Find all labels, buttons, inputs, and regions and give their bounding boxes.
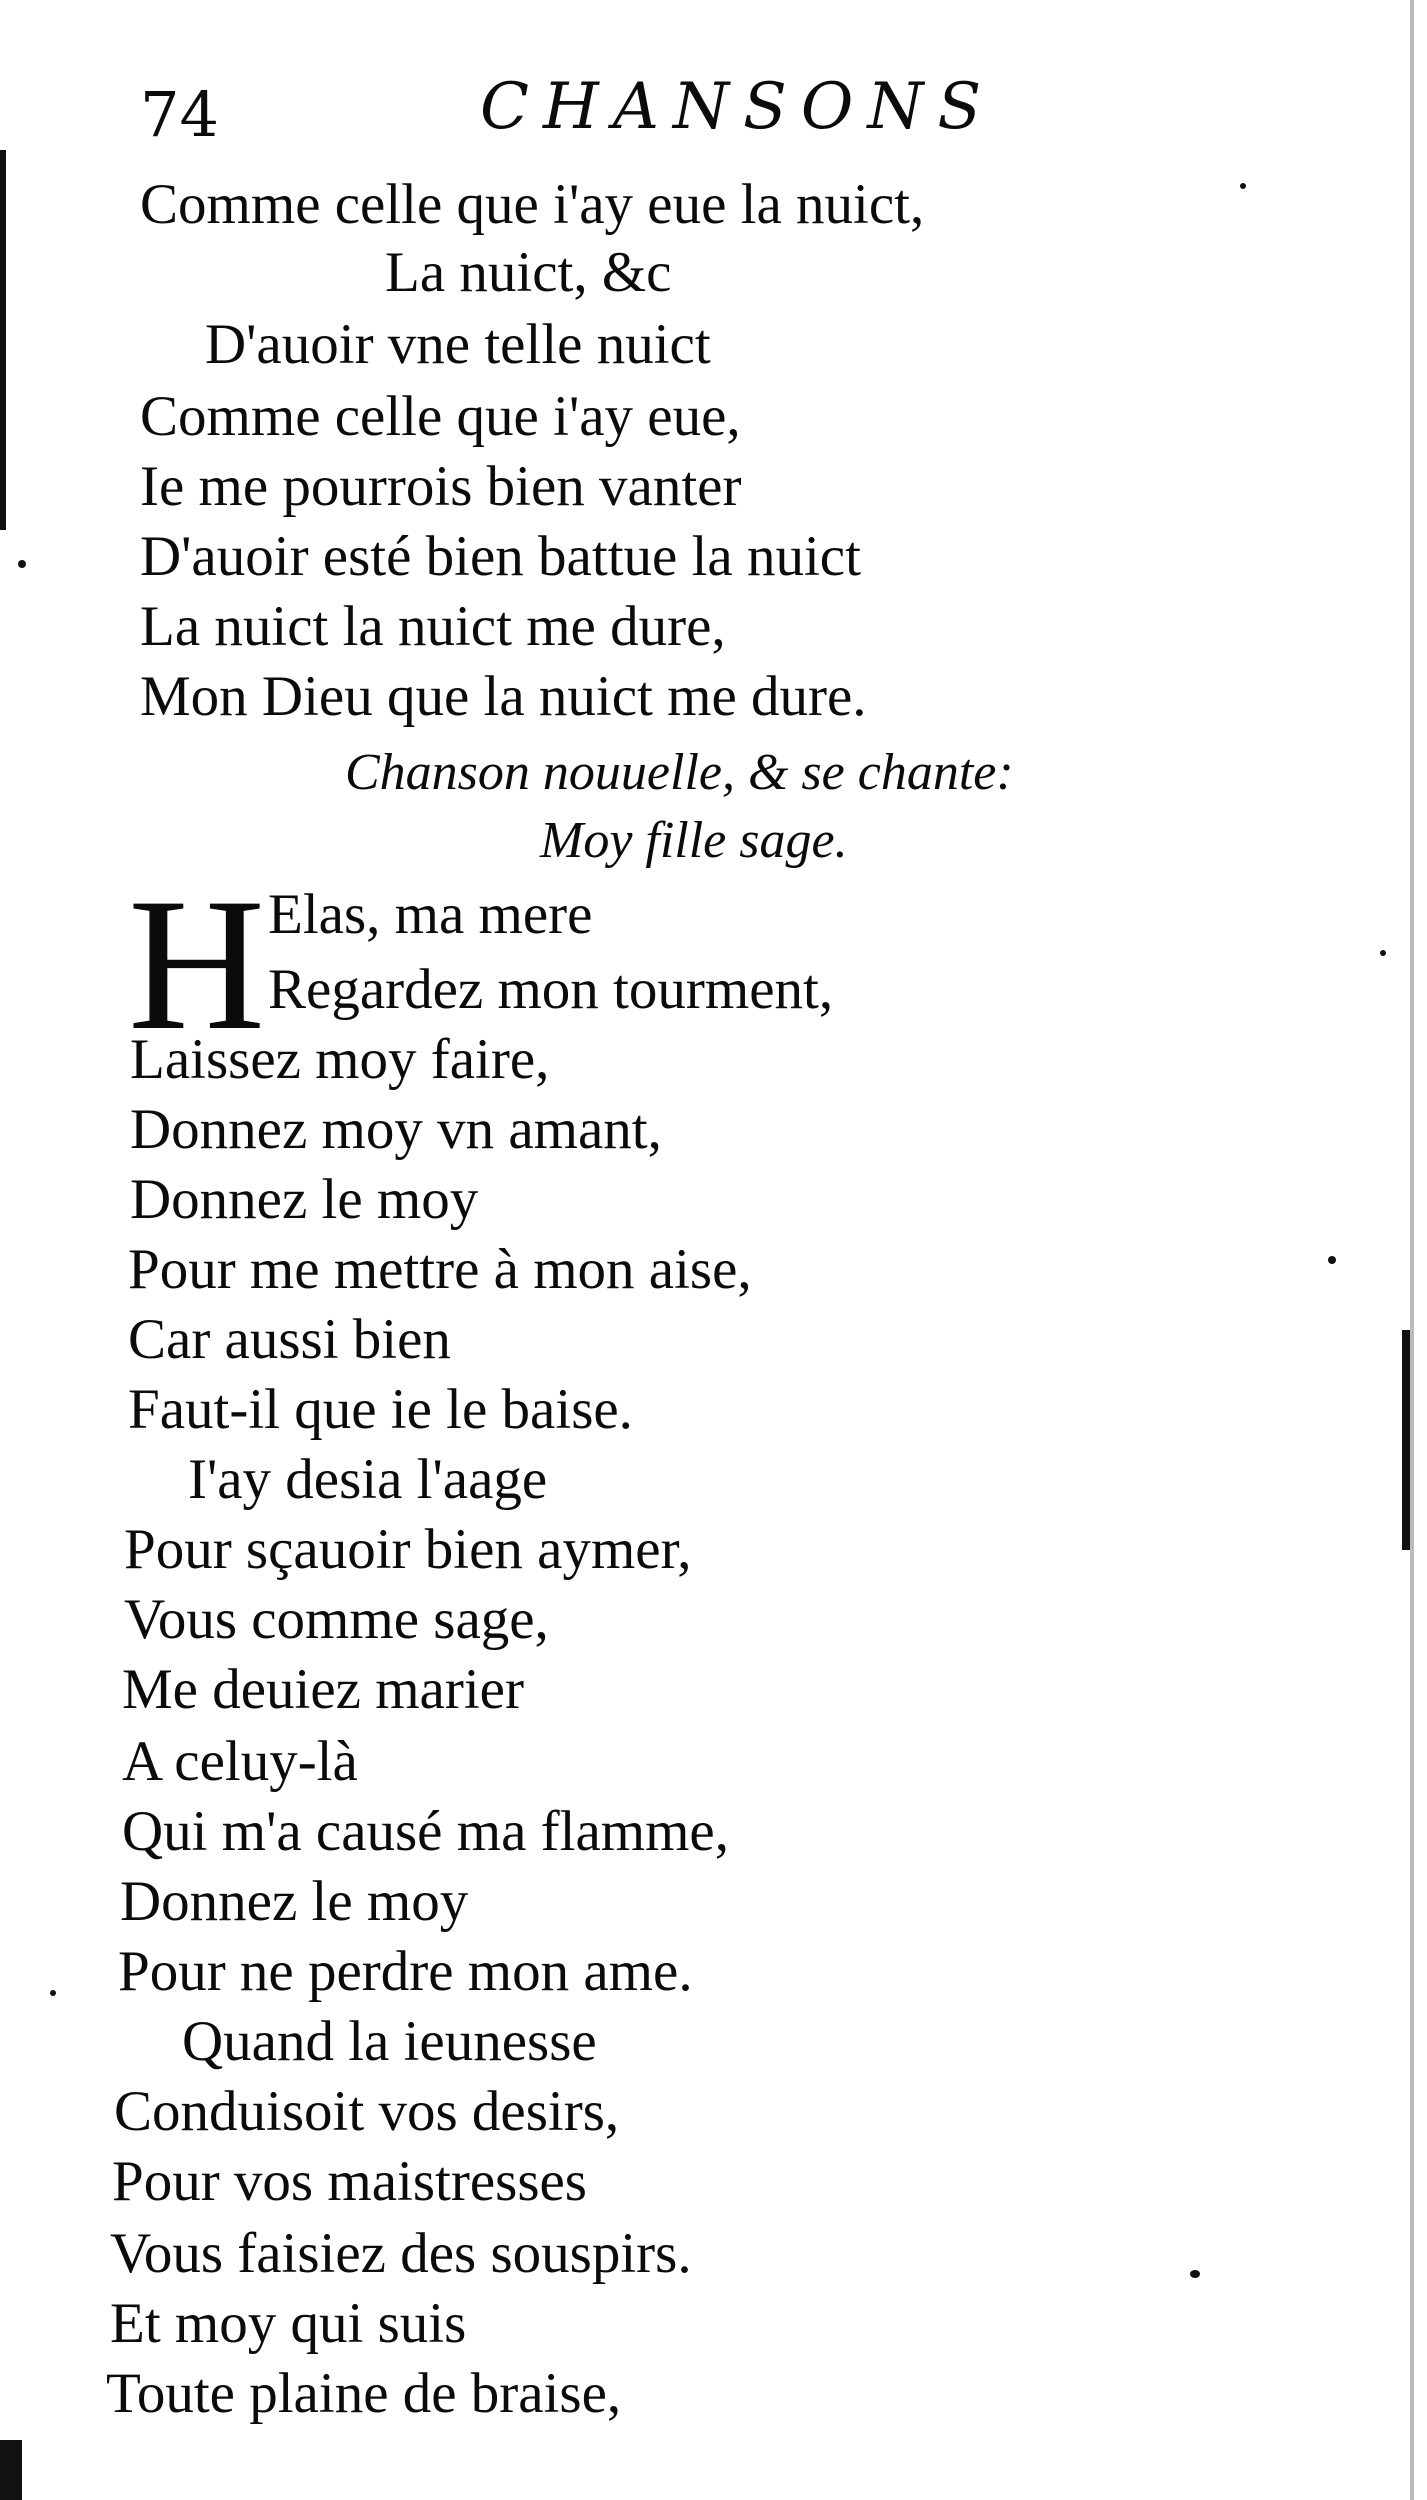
verse-line: Pour me mettre à mon aise, (128, 1238, 752, 1301)
ink-speck (1380, 950, 1386, 956)
song-tune: Moy fille sage. (540, 812, 848, 869)
page-header (140, 70, 1240, 160)
scan-edge-mark (0, 150, 6, 530)
verse-line: Quand la ieunesse (182, 2010, 597, 2073)
verse-line: Vous comme sage, (124, 1588, 549, 1651)
scan-edge-mark (1402, 1330, 1410, 1550)
verse-line: I'ay desia l'aage (188, 1448, 548, 1511)
page-number: 74 (140, 78, 219, 151)
verse-line: Me deuiez marier (122, 1658, 524, 1721)
verse-line: Ie me pourrois bien vanter (140, 455, 742, 518)
verse-line: Donnez le moy (130, 1168, 479, 1231)
verse-line: Conduisoit vos desirs, (114, 2080, 620, 2143)
verse-line: D'auoir vne telle nuict (205, 313, 711, 376)
ink-speck (1328, 1256, 1336, 1264)
verse-line: Pour sçauoir bien aymer, (124, 1518, 692, 1581)
verse-line: Regardez mon tourment, (268, 958, 834, 1021)
ink-speck (18, 560, 26, 568)
verse-line: Donnez le moy (120, 1870, 469, 1933)
drop-cap: H (128, 860, 266, 1070)
verse-line: Faut-il que ie le baise. (128, 1378, 633, 1441)
verse-line: Donnez moy vn amant, (130, 1098, 662, 1161)
verse-line: A celuy-là (122, 1730, 358, 1793)
verse-line: Vous faisiez des souspirs. (110, 2222, 692, 2285)
verse-line: Pour ne perdre mon ame. (118, 1940, 693, 2003)
verse-line: Elas, ma mere (268, 883, 593, 946)
verse-line: La nuict, &c (385, 241, 672, 304)
running-title: CHANSONS (480, 70, 996, 144)
song-title: Chanson nouuelle, & se chante: (345, 744, 1014, 801)
verse-line: Pour vos maistresses (112, 2150, 587, 2213)
ink-speck (1190, 2270, 1200, 2278)
ink-speck (1240, 183, 1246, 189)
verse-line: Laissez moy faire, (130, 1028, 550, 1091)
verse-line: Car aussi bien (128, 1308, 451, 1371)
scan-edge-mark (1410, 0, 1414, 2500)
verse-line: Et moy qui suis (110, 2292, 467, 2355)
verse-line: La nuict la nuict me dure, (140, 595, 726, 658)
ink-speck (50, 1990, 56, 1996)
verse-line: Qui m'a causé ma flamme, (122, 1800, 729, 1863)
verse-line: D'auoir esté bien battue la nuict (140, 525, 861, 588)
verse-line: Toute plaine de braise, (106, 2362, 622, 2425)
verse-line: Comme celle que i'ay eue, (140, 385, 741, 448)
scan-edge-mark (0, 2440, 22, 2500)
verse-line: Mon Dieu que la nuict me dure. (140, 665, 867, 728)
verse-line: Comme celle que i'ay eue la nuict, (140, 173, 925, 236)
